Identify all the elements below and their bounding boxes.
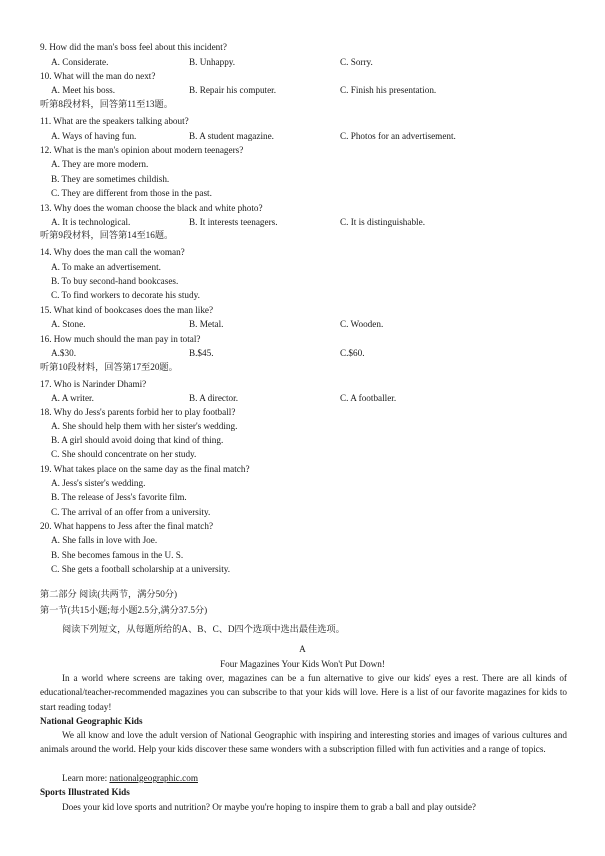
q15-option-c: C. Wooden. [340,319,384,329]
q19-option-c: C. The arrival of an offer from a university. [51,507,211,517]
q20-option-c: C. She gets a football scholarship at a university. [51,564,231,574]
magazine-title-national-geographic-kids: National Geographic Kids [40,716,143,726]
question-11: 11. What are the speakers talking about? [40,116,189,126]
question-18: 18. Why do Jess's parents forbid her to play football? [40,407,236,417]
q14-option-c: C. To find workers to decorate his study. [51,290,200,300]
instruction-11-13: 听第8段材料，回答第11至13题。 [40,99,173,109]
question-17: 17. Who is Narinder Dhami? [40,379,147,389]
q11-option-b: B. A student magazine. [189,131,274,141]
q10-option-b: B. Repair his computer. [189,85,277,95]
question-12: 12. What is the man's opinion about modern teenagers? [40,145,244,155]
question-16: 16. How much should the man pay in total? [40,334,201,344]
q9-option-c: C. Sorry. [340,57,373,67]
q13-option-b: B. It interests teenagers. [189,217,278,227]
q17-option-c: C. A footballer. [340,393,397,403]
learn-more-label: Learn more: [62,773,110,783]
q10-option-c: C. Finish his presentation. [340,85,437,95]
q18-option-c: C. She should concentrate on her study. [51,449,197,459]
magazine-description-sports-illustrated-kids: Does your kid love sports and nutrition? Or maybe you're hoping to inspire them to grab a ball and play outside? [62,802,476,812]
q12-option-a: A. They are more modern. [51,159,149,169]
magazine-title-sports-illustrated-kids: Sports Illustrated Kids [40,787,130,797]
q12-option-c: C. They are different from those in the past. [51,188,212,198]
q13-option-a: A. It is technological. [51,217,131,227]
question-13: 13. Why does the woman choose the black and white photo? [40,203,263,213]
q20-option-a: A. She falls in love with Joe. [51,535,158,545]
part-two-heading: 第二部分 阅读(共两节，满分50分) [40,589,178,599]
q17-option-a: A. A writer. [51,393,94,403]
q20-option-b: B. She becomes famous in the U. S. [51,550,184,560]
question-14: 14. Why does the man call the woman? [40,247,185,257]
q18-option-a: A. She should help them with her sister's wedding. [51,421,238,431]
section-one-heading: 第一节(共15小题;每小题2.5分,满分37.5分) [40,605,208,615]
q16-option-c: C.$60. [340,348,365,358]
q14-option-a: A. To make an advertisement. [51,262,161,272]
q14-option-b: B. To buy second-hand bookcases. [51,276,179,286]
national-geographic-link[interactable]: nationalgeographic.com [109,773,198,783]
q13-option-c: C. It is distinguishable. [340,217,425,227]
passage-title: Four Magazines Your Kids Won't Put Down! [220,659,385,669]
magazine-description-national-geographic-kids: We all know and love the adult version of National Geographic with inspiring and interesting stories and images of various cultures and animals around the world. Help your kids discover these same wonders with a subscription filled with fun activities and a range of topics. [40,730,567,755]
q17-option-b: B. A director. [189,393,238,403]
q12-option-b: B. They are sometimes childish. [51,174,170,184]
q19-option-a: A. Jess's sister's wedding. [51,478,146,488]
q10-option-a: A. Meet his boss. [51,85,116,95]
passage-intro: In a world where screens are taking over, magazines can be a fun alternative to give our kids' eyes a rest. There are all kinds of educational/teacher-recommended magazines you can subscribe to that your kids will love. Here is a list of our favorite magazines for kids to start reading today! [40,673,567,712]
reading-instruction: 阅读下列短文，从每题所给的A、B、C、D四个选项中选出最佳选项。 [62,624,345,634]
q15-option-a: A. Stone. [51,319,86,329]
q18-option-b: B. A girl should avoid doing that kind of thing. [51,435,224,445]
question-19: 19. What takes place on the same day as the final match? [40,464,250,474]
question-20: 20. What happens to Jess after the final match? [40,521,214,531]
q16-option-b: B.$45. [189,348,214,358]
learn-more-line [62,771,198,785]
question-10: 10. What will the man do next? [40,71,156,81]
q11-option-c: C. Photos for an advertisement. [340,131,456,141]
q11-option-a: A. Ways of having fun. [51,131,137,141]
question-9: 9. How did the man's boss feel about this incident? [40,42,227,52]
q9-option-b: B. Unhappy. [189,57,236,67]
q16-option-a: A.$30. [51,348,77,358]
instruction-14-16: 听第9段材料，回答第14至16题。 [40,230,174,240]
instruction-17-20: 听第10段材料，回答第17至20题。 [40,362,178,372]
question-15: 15. What kind of bookcases does the man like? [40,305,214,315]
passage-letter: A [299,644,306,654]
q9-option-a: A. Considerate. [51,57,109,67]
q19-option-b: B. The release of Jess's favorite film. [51,492,187,502]
q15-option-b: B. Metal. [189,319,224,329]
